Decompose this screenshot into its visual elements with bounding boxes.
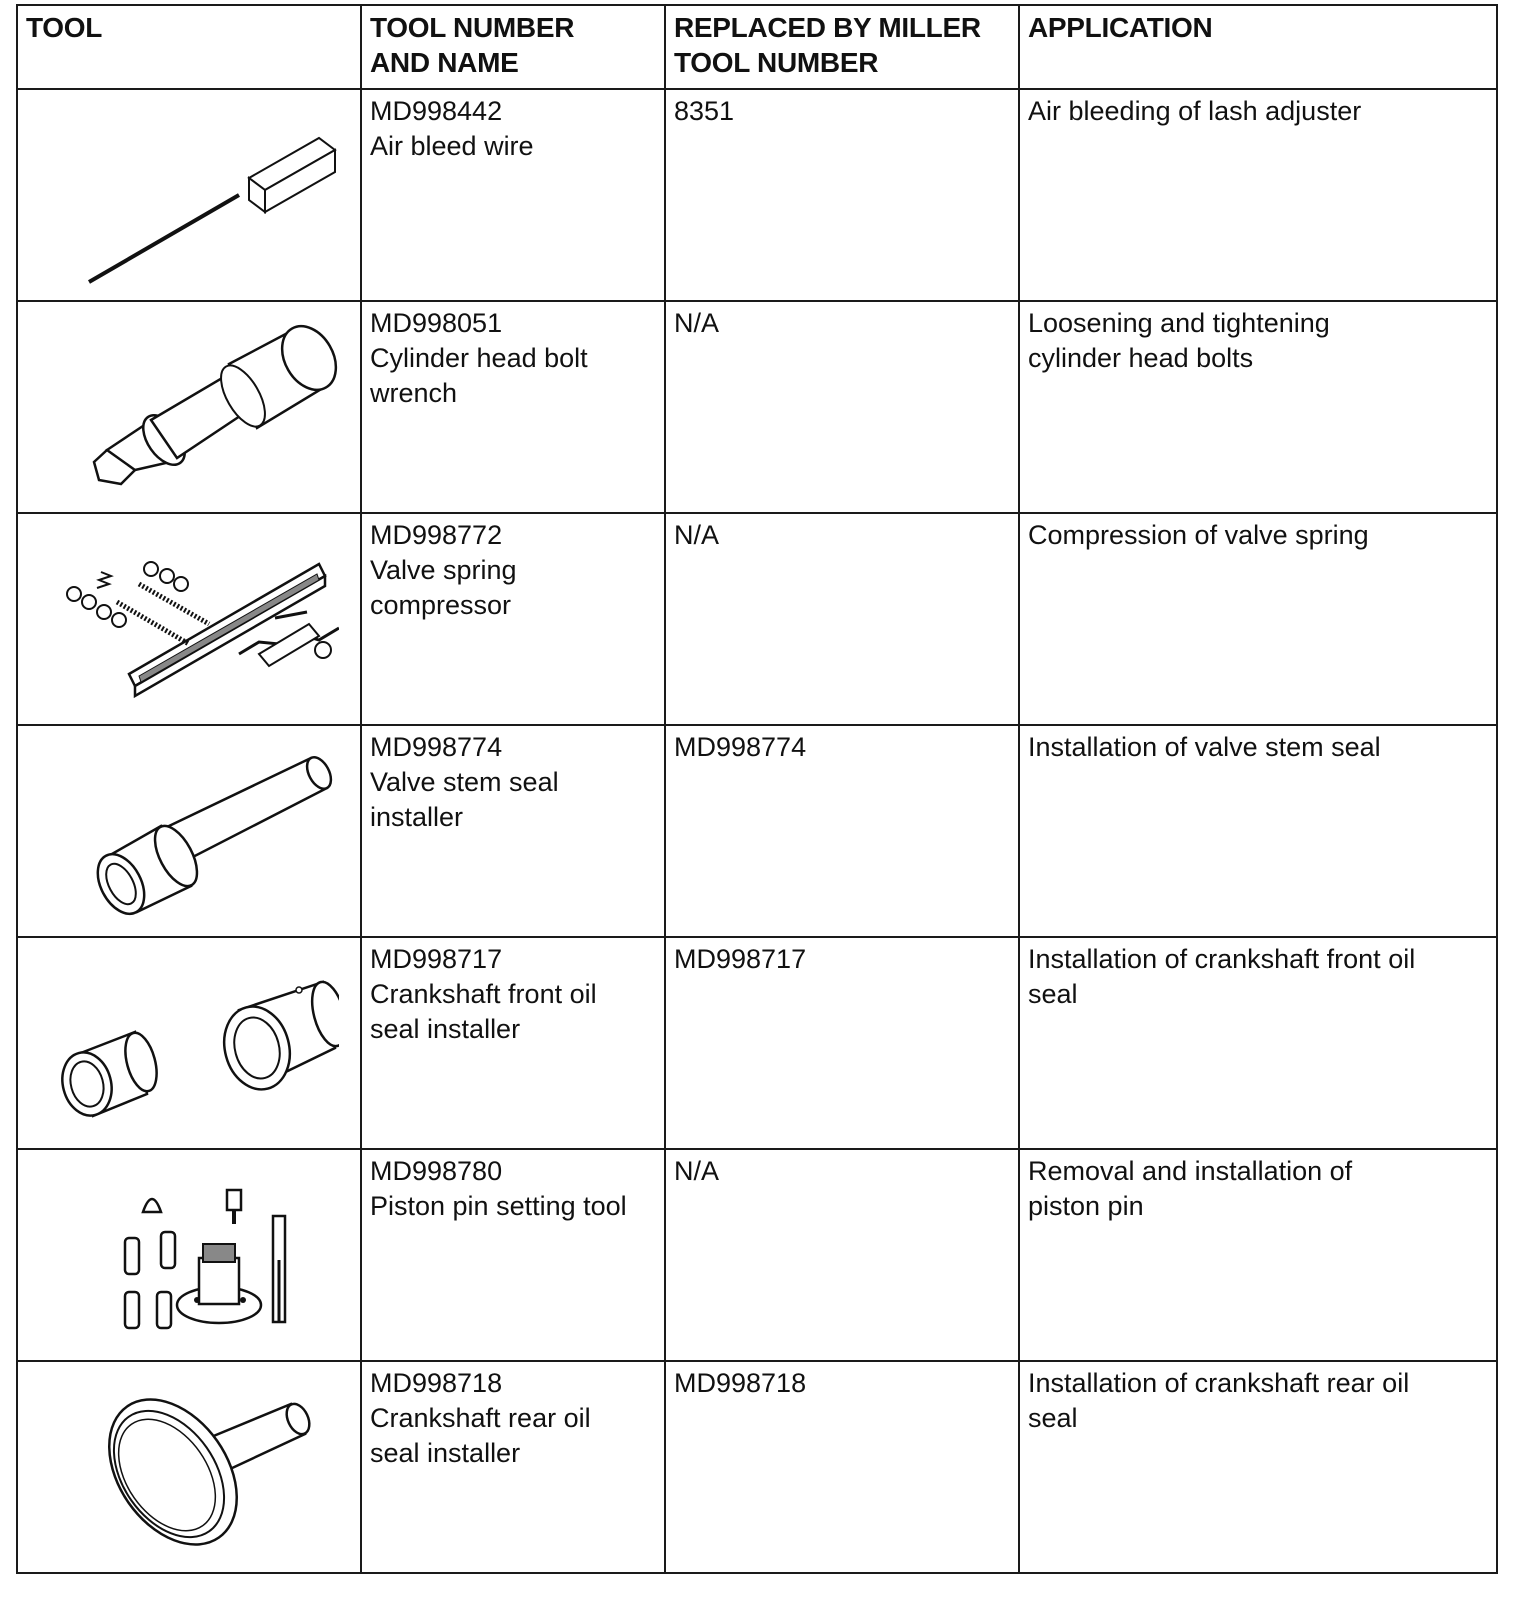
- tool-image-cell: [17, 89, 361, 301]
- tool-number: MD998772: [370, 520, 503, 550]
- cylinder-head-bolt-wrench-icon: [39, 312, 339, 502]
- tool-name: Cylinder head bolt wrench: [370, 343, 588, 408]
- valve-spring-compressor-icon: [39, 524, 339, 714]
- header-row: [17, 5, 1497, 89]
- header-tool: TOOL: [17, 5, 361, 89]
- tool-number: MD998774: [370, 732, 503, 762]
- tool-number-name-cell: [361, 301, 665, 513]
- table-row: [17, 1361, 1497, 1573]
- application-cell: Installation of valve stem seal: [1019, 725, 1497, 937]
- air-bleed-wire-icon: [39, 100, 339, 290]
- application-cell: Installation of crankshaft rear oil seal: [1019, 1361, 1497, 1573]
- miller-number-cell: N/A: [665, 1149, 1019, 1361]
- header-tool-number-and-name: TOOL NUMBER AND NAME: [361, 5, 665, 89]
- tool-number-name-cell: [361, 513, 665, 725]
- table-row: [17, 937, 1497, 1149]
- table-row: [17, 725, 1497, 937]
- table-row: [17, 301, 1497, 513]
- crankshaft-rear-oil-seal-installer-icon: [39, 1372, 339, 1562]
- tool-image-cell: [17, 1361, 361, 1573]
- table-row: [17, 1149, 1497, 1361]
- tool-number-name-cell: [361, 1361, 665, 1573]
- application-cell: Removal and installation of piston pin: [1019, 1149, 1497, 1361]
- miller-number-cell: N/A: [665, 513, 1019, 725]
- table-row: [17, 513, 1497, 725]
- valve-stem-seal-installer-icon: [39, 736, 339, 926]
- tool-number-name-cell: [361, 1149, 665, 1361]
- tool-number: MD998718: [370, 1368, 503, 1398]
- miller-number-cell: 8351: [665, 89, 1019, 301]
- piston-pin-setting-tool-icon: [39, 1160, 339, 1350]
- header-application: APPLICATION: [1019, 5, 1497, 89]
- header-replaced-by-miller: REPLACED BY MILLER TOOL NUMBER: [665, 5, 1019, 89]
- tool-name: Valve stem seal installer: [370, 767, 559, 832]
- tool-image-cell: [17, 725, 361, 937]
- tool-name: Piston pin setting tool: [370, 1191, 627, 1221]
- application-cell: Installation of crankshaft front oil seal: [1019, 937, 1497, 1149]
- tool-number: MD998051: [370, 308, 503, 338]
- tool-image-cell: [17, 513, 361, 725]
- crankshaft-front-oil-seal-installer-icon: [39, 948, 339, 1138]
- special-tools-table: [16, 4, 1498, 1574]
- tool-number-name-cell: [361, 725, 665, 937]
- tool-image-cell: [17, 1149, 361, 1361]
- miller-number-cell: MD998774: [665, 725, 1019, 937]
- application-cell: Air bleeding of lash adjuster: [1019, 89, 1497, 301]
- miller-number-cell: MD998718: [665, 1361, 1019, 1573]
- tool-image-cell: [17, 937, 361, 1149]
- miller-number-cell: N/A: [665, 301, 1019, 513]
- tool-number: MD998717: [370, 944, 503, 974]
- application-cell: Compression of valve spring: [1019, 513, 1497, 725]
- tool-number-name-cell: [361, 89, 665, 301]
- tool-number: MD998780: [370, 1156, 503, 1186]
- miller-number-cell: MD998717: [665, 937, 1019, 1149]
- tool-number: MD998442: [370, 96, 503, 126]
- tool-table-page: [16, 4, 1496, 1594]
- tool-number-name-cell: [361, 937, 665, 1149]
- tool-name: Crankshaft rear oil seal installer: [370, 1403, 591, 1468]
- application-cell: Loosening and tightening cylinder head bolts: [1019, 301, 1497, 513]
- tool-image-cell: [17, 301, 361, 513]
- tool-name: Air bleed wire: [370, 131, 534, 161]
- tool-name: Valve spring compressor: [370, 555, 517, 620]
- tool-name: Crankshaft front oil seal installer: [370, 979, 597, 1044]
- table-row: [17, 89, 1497, 301]
